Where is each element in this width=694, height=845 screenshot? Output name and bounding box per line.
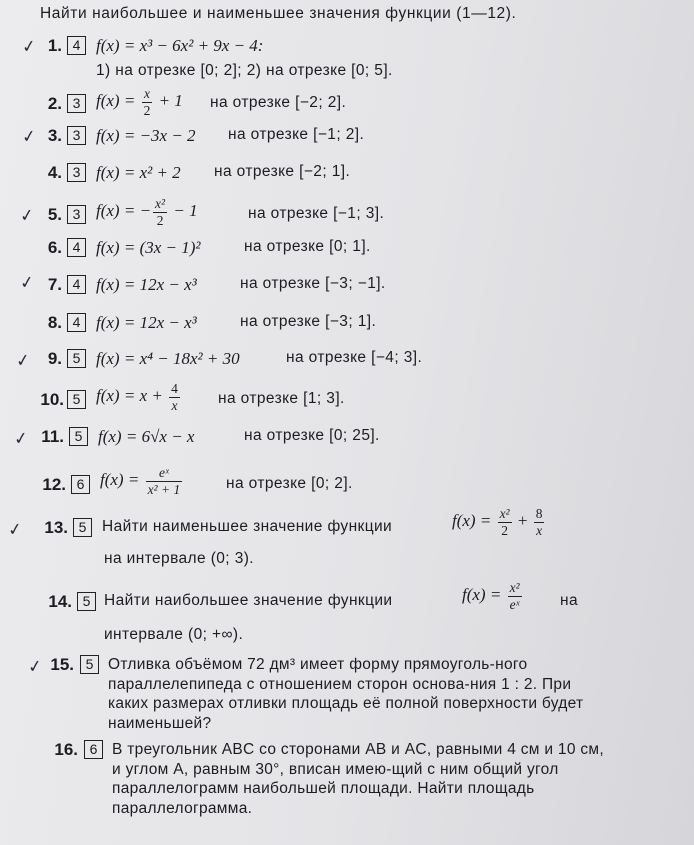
fraction <box>153 196 167 228</box>
denominator: x <box>171 397 178 413</box>
denominator: eˣ <box>509 596 520 612</box>
problem-number: 6. <box>47 238 62 257</box>
segment-text: на отрезке [1; 3]. <box>218 390 345 407</box>
numerator: x² <box>499 506 510 521</box>
segment-text: 1) на отрезке [0; 2]; 2) на отрезке [0; 5]. <box>96 62 393 79</box>
interval-text: интервале (0; +∞). <box>104 626 244 643</box>
numerator: x² <box>509 580 520 595</box>
denominator: x <box>536 522 543 538</box>
difficulty-badge: 5 <box>67 390 86 409</box>
numerator: x <box>142 86 153 103</box>
function-formula <box>96 86 183 118</box>
numerator: x² <box>155 196 166 211</box>
numerator: eˣ <box>146 465 183 482</box>
difficulty-badge: 3 <box>67 163 86 182</box>
function-formula <box>96 196 198 228</box>
formula-part: f(x) = x + <box>96 385 168 405</box>
fraction <box>498 506 512 538</box>
denominator: 2 <box>143 102 151 118</box>
problem-number: 12. <box>42 475 66 494</box>
fraction <box>508 580 522 612</box>
formula-part: f(x) = − <box>96 200 152 220</box>
difficulty-badge: 5 <box>77 592 96 611</box>
check-mark-icon: ✓ <box>14 350 32 372</box>
function-formula <box>100 465 184 497</box>
segment-text: на отрезке [0; 2]. <box>226 475 353 492</box>
function-formula <box>96 381 182 413</box>
function-formula: f(x) = 12x − x³ <box>96 313 197 332</box>
function-formula: f(x) = −3x − 2 <box>96 126 196 145</box>
difficulty-badge: 3 <box>67 126 86 145</box>
formula-part: f(x) = <box>96 90 140 110</box>
problem-number: 11. <box>41 427 64 446</box>
fraction <box>169 381 180 413</box>
problem-number: 7. <box>47 275 62 294</box>
fraction <box>142 86 153 118</box>
problem-number: 8. <box>47 313 62 332</box>
difficulty-badge: 5 <box>69 427 88 446</box>
segment-text: на отрезке [−2; 2]. <box>210 94 347 111</box>
check-mark-icon: ✓ <box>6 519 24 541</box>
difficulty-badge: 3 <box>67 205 86 224</box>
difficulty-badge: 4 <box>67 313 86 332</box>
denominator: x² + 1 <box>147 481 181 497</box>
problem-number: 13. <box>44 518 68 537</box>
function-formula: f(x) = x⁴ − 18x² + 30 <box>96 349 240 368</box>
function-formula: f(x) = x² + 2 <box>96 163 181 182</box>
check-mark-icon: ✓ <box>20 36 38 58</box>
function-formula: f(x) = 12x − x³ <box>96 275 197 294</box>
problem-number: 10. <box>40 390 64 409</box>
segment-text: на отрезке [0; 1]. <box>244 238 371 255</box>
difficulty-badge: 5 <box>80 655 99 674</box>
segment-text: на отрезке [−3; −1]. <box>240 275 386 292</box>
check-mark-icon: ✓ <box>18 205 36 227</box>
function-formula: f(x) = x³ − 6x² + 9x − 4: <box>96 36 264 55</box>
check-mark-icon: ✓ <box>20 126 38 148</box>
difficulty-badge: 4 <box>67 238 86 257</box>
formula-part: f(x) = <box>452 510 496 530</box>
function-formula: f(x) = 6√x − x <box>98 427 195 446</box>
interval-text: на интервале (0; 3). <box>104 550 255 567</box>
problem-text-tail: на <box>560 592 578 609</box>
check-mark-icon: ✓ <box>18 272 36 294</box>
problem-number: 2. <box>47 94 62 113</box>
segment-text: на отрезке [−4; 3]. <box>286 349 423 366</box>
numerator: 8 <box>535 506 543 521</box>
difficulty-badge: 5 <box>67 349 86 368</box>
problem-number: 16. <box>54 740 78 759</box>
segment-text: на отрезке [−3; 1]. <box>240 313 377 330</box>
fraction <box>146 465 183 497</box>
denominator: 2 <box>156 212 164 228</box>
difficulty-badge: 6 <box>84 740 103 759</box>
function-formula <box>462 580 524 612</box>
problem-number: 5. <box>47 205 62 224</box>
problem-number: 15. <box>50 655 74 674</box>
difficulty-badge: 4 <box>67 36 86 55</box>
section-title: Найти наибольшее и наименьшее значения функции (1—12). <box>40 5 517 22</box>
formula-part: f(x) = <box>100 469 144 489</box>
formula-part: f(x) = <box>462 584 506 604</box>
formula-part: − 1 <box>169 200 198 220</box>
formula-part: + 1 <box>154 90 183 110</box>
check-mark-icon: ✓ <box>12 428 30 450</box>
problem-text: Отливка объёмом 72 дм³ имеет форму прямоуголь-ного параллелепипеда с отношением сторон основа-ния 1 : 2. При каких размерах отливки площадь её полной поверхности будет наименьшей? <box>108 656 584 732</box>
function-formula: f(x) = (3x − 1)² <box>96 238 201 257</box>
check-mark-icon: ✓ <box>26 656 44 678</box>
problem-text: Найти наименьшее значение функции <box>102 518 393 535</box>
segment-text: на отрезке [−1; 2]. <box>228 126 365 143</box>
numerator: 4 <box>171 381 178 396</box>
denominator: 2 <box>501 522 508 538</box>
problem-number: 1. <box>47 36 62 55</box>
formula-part: + <box>513 510 532 530</box>
problem-text: В треугольник ABC со сторонами AB и AC, равными 4 см и 10 см, и углом A, равным 30°, вписан имею-щий с ним общий угол параллелограмм наибольшей площади. Найти площадь параллелограмма. <box>112 741 604 817</box>
segment-text: на отрезке [−2; 1]. <box>214 163 351 180</box>
problem-number: 9. <box>47 349 62 368</box>
fraction <box>534 506 545 538</box>
segment-text: на отрезке [0; 25]. <box>244 427 380 444</box>
difficulty-badge: 4 <box>67 275 86 294</box>
problem-number: 14. <box>48 592 72 611</box>
problem-number: 3. <box>47 126 62 145</box>
problem-text: Найти наибольшее значение функции <box>104 592 393 609</box>
function-formula <box>452 506 546 538</box>
difficulty-badge: 6 <box>71 475 90 494</box>
difficulty-badge: 3 <box>67 94 86 113</box>
difficulty-badge: 5 <box>73 518 92 537</box>
problem-number: 4. <box>47 163 62 182</box>
segment-text: на отрезке [−1; 3]. <box>248 205 385 222</box>
